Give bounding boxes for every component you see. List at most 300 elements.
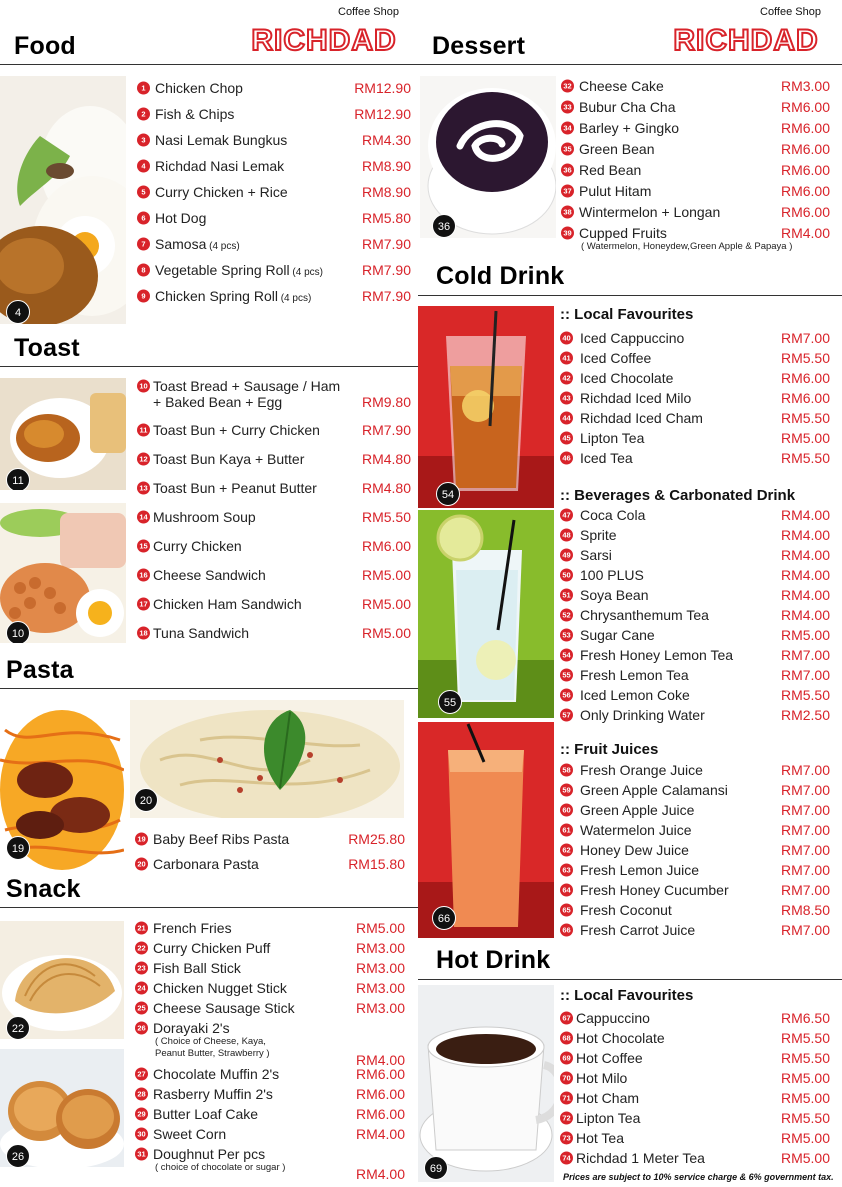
item-number-badge: 28: [135, 1088, 148, 1101]
item-name: Fresh Carrot Juice: [580, 922, 696, 938]
item-number-badge: 55: [560, 669, 573, 682]
item-name: Fish & Chips: [155, 106, 235, 122]
item-name: Lipton Tea: [576, 1110, 641, 1126]
photo-badge: 20: [134, 788, 158, 812]
photo-badge: 55: [438, 690, 462, 714]
item-price: RM7.00: [780, 822, 830, 838]
item-number-badge: 14: [137, 511, 150, 524]
item-number-badge: 51: [560, 589, 573, 602]
item-price: RM7.00: [780, 922, 830, 938]
item-price: RM8.90: [361, 184, 411, 200]
item-number-badge: 62: [560, 844, 573, 857]
item-number-badge: 31: [135, 1148, 148, 1161]
menu-item: [560, 760, 830, 780]
item-number-badge: 12: [137, 453, 150, 466]
item-number-badge: 70: [560, 1072, 573, 1085]
item-price: RM3.00: [355, 1000, 405, 1016]
menu-item: [560, 880, 830, 900]
item-number-badge: 18: [137, 627, 150, 640]
menu-item: [137, 623, 411, 643]
item-quantity: (4 pcs): [289, 267, 323, 278]
item-price: RM4.80: [361, 451, 411, 467]
menu-item: [135, 1104, 405, 1124]
item-name: Chicken Ham Sandwich: [153, 596, 302, 612]
juice-photo: [418, 722, 554, 938]
item-name: Doughnut Per pcs: [153, 1146, 266, 1162]
divider: [0, 907, 418, 908]
item-price: RM6.00: [780, 162, 830, 178]
item-price: RM4.00: [355, 1166, 405, 1182]
item-price: RM4.00: [780, 527, 830, 543]
menu-item: [135, 1064, 405, 1084]
item-price: RM6.00: [780, 141, 830, 157]
item-price: RM7.00: [780, 762, 830, 778]
divider: [0, 688, 418, 689]
menu-item: [560, 860, 830, 880]
menu-item: [137, 130, 411, 150]
item-number-badge: 65: [560, 904, 573, 917]
item-price: RM5.00: [780, 627, 830, 643]
item-price: RM7.00: [780, 842, 830, 858]
item-number-badge: 73: [560, 1132, 573, 1145]
item-number-badge: 21: [135, 922, 148, 935]
menu-item: [560, 840, 830, 860]
item-name: Chicken Nugget Stick: [153, 980, 287, 996]
item-name: Fresh Lemon Juice: [580, 862, 700, 878]
item-price: RM3.00: [780, 78, 830, 94]
item-name: Rasberry Muffin 2's: [153, 1086, 273, 1102]
item-number-badge: 27: [135, 1068, 148, 1081]
item-note: ( Watermelon, Honeydew,Green Apple & Papaya ): [581, 241, 793, 252]
section-title-snack: Snack: [6, 875, 81, 903]
item-name: Baby Beef Ribs Pasta: [153, 831, 290, 847]
item-name: Hot Milo: [576, 1070, 628, 1086]
item-number-badge: 35: [561, 143, 574, 156]
item-number-badge: 39: [561, 227, 574, 240]
item-number-badge: 3: [137, 134, 150, 147]
photo-badge: 26: [6, 1144, 30, 1167]
menu-item: [560, 1048, 830, 1068]
item-name: Wintermelon + Longan: [579, 204, 721, 220]
item-price: RM7.00: [780, 802, 830, 818]
menu-item: [137, 286, 411, 306]
item-quantity: (4 pcs): [206, 241, 240, 252]
menu-item: [137, 420, 411, 440]
photo-badge: 36: [432, 214, 456, 238]
divider: [418, 295, 842, 296]
item-name: Cheese Sandwich: [153, 567, 266, 583]
menu-item: [135, 958, 405, 978]
menu-item: [560, 525, 830, 545]
item-price: RM6.00: [780, 370, 830, 386]
dessert-photo: [420, 76, 556, 238]
menu-item: [135, 829, 405, 849]
item-number-badge: 69: [560, 1052, 573, 1065]
item-name: Sarsi: [580, 547, 612, 563]
item-name: Hot Chocolate: [576, 1030, 665, 1046]
item-name: Green Apple Calamansi: [580, 782, 728, 798]
item-name: Fresh Honey Lemon Tea: [580, 647, 734, 663]
item-number-badge: 57: [560, 709, 573, 722]
item-name: Chicken Spring Roll (4 pcs): [155, 288, 312, 304]
item-price: RM6.00: [780, 99, 830, 115]
item-note: ( Choice of Cheese, Kaya,: [155, 1036, 266, 1047]
cold-juices-header: :: Fruit Juices: [560, 741, 659, 758]
item-price: RM6.00: [361, 538, 411, 554]
item-number-badge: 48: [560, 529, 573, 542]
item-name: Sugar Cane: [580, 627, 655, 643]
beef-ribs-pasta-photo: [0, 700, 124, 871]
menu-item: [560, 665, 830, 685]
item-price: RM15.80: [348, 856, 405, 872]
curry-puff-photo: [0, 921, 124, 1039]
item-name: Honey Dew Juice: [580, 842, 689, 858]
item-quantity: (4 pcs): [277, 293, 312, 304]
item-name: Richdad Nasi Lemak: [155, 158, 285, 174]
item-name: Fish Ball Stick: [153, 960, 241, 976]
menu-item: [560, 368, 830, 388]
item-name: Hot Dog: [155, 210, 207, 226]
item-name: Samosa (4 pcs): [155, 236, 240, 252]
menu-item: [137, 104, 411, 124]
item-price: RM5.50: [780, 350, 830, 366]
menu-item: [560, 545, 830, 565]
section-title-pasta: Pasta: [6, 656, 74, 684]
item-name: Curry Chicken Puff: [153, 940, 271, 956]
item-price: RM5.00: [361, 567, 411, 583]
item-name: Iced Lemon Coke: [580, 687, 690, 703]
menu-item: [560, 328, 830, 348]
photo-badge: 4: [6, 300, 30, 324]
carbonara-photo: [130, 700, 404, 818]
menu-item: [560, 780, 830, 800]
svg-text:RICHDAD: RICHDAD: [251, 24, 397, 56]
menu-item: [135, 1144, 405, 1164]
menu-item: [560, 565, 830, 585]
item-name: Toast Bun + Curry Chicken: [153, 422, 320, 438]
item-price: RM2.50: [780, 707, 830, 723]
item-number-badge: 8: [137, 264, 150, 277]
item-name: Toast Bun Kaya + Butter: [153, 451, 305, 467]
menu-item: [560, 625, 830, 645]
item-price: RM6.00: [780, 204, 830, 220]
item-name: Bubur Cha Cha: [579, 99, 676, 115]
item-number-badge: 47: [560, 509, 573, 522]
item-price: RM5.00: [780, 1150, 830, 1166]
item-price: RM7.00: [780, 782, 830, 798]
item-price: RM7.00: [780, 882, 830, 898]
item-name: Green Bean: [579, 141, 655, 157]
item-number-badge: 15: [137, 540, 150, 553]
item-number-badge: 45: [560, 432, 573, 445]
item-number-badge: 32: [561, 80, 574, 93]
item-number-badge: 43: [560, 392, 573, 405]
item-name: Cheese Sausage Stick: [153, 1000, 295, 1016]
item-price: RM7.90: [361, 422, 411, 438]
item-name: Curry Chicken + Rice: [155, 184, 288, 200]
item-number-badge: 56: [560, 689, 573, 702]
item-price: RM8.90: [361, 158, 411, 174]
item-number-badge: 30: [135, 1128, 148, 1141]
item-price: RM7.90: [361, 262, 411, 278]
menu-item: [560, 505, 830, 525]
photo-badge: 66: [432, 906, 456, 930]
menu-item: [561, 202, 830, 222]
list-header: :: Local Favourites: [560, 306, 694, 323]
menu-item: [560, 448, 830, 468]
item-number-badge: 10: [137, 380, 150, 393]
item-price: RM4.00: [780, 587, 830, 603]
item-price: RM5.50: [780, 450, 830, 466]
divider: [0, 64, 418, 65]
menu-item: [561, 223, 830, 243]
item-name: Richdad 1 Meter Tea: [576, 1150, 705, 1166]
breakfast-photo: [0, 503, 126, 643]
menu-item: [560, 428, 830, 448]
photo-badge: 19: [6, 836, 30, 860]
divider: [418, 979, 842, 980]
item-number-badge: 54: [560, 649, 573, 662]
item-price: RM4.00: [780, 567, 830, 583]
item-price: RM5.00: [780, 1130, 830, 1146]
menu-item: [561, 97, 830, 117]
item-name: Fresh Honey Cucumber: [580, 882, 729, 898]
item-price: RM5.80: [361, 210, 411, 226]
menu-item: [560, 1008, 830, 1028]
item-price: RM5.00: [355, 920, 405, 936]
item-price: RM6.00: [780, 183, 830, 199]
lemon-drink-photo: [418, 510, 554, 718]
section-title-food: Food: [14, 32, 76, 60]
item-number-badge: 61: [560, 824, 573, 837]
item-number-badge: 7: [137, 238, 150, 251]
menu-item: [560, 388, 830, 408]
item-price: RM4.00: [780, 225, 830, 241]
item-number-badge: 58: [560, 764, 573, 777]
item-number-badge: 22: [135, 942, 148, 955]
item-number-badge: 25: [135, 1002, 148, 1015]
item-number-badge: 29: [135, 1108, 148, 1121]
item-price: RM5.00: [361, 625, 411, 641]
menu-item: [560, 1108, 830, 1128]
item-name: Green Apple Juice: [580, 802, 695, 818]
item-number-badge: 50: [560, 569, 573, 582]
item-price: RM4.30: [361, 132, 411, 148]
richdad-logo: [658, 22, 834, 56]
menu-item: [137, 507, 411, 527]
item-price: RM5.00: [361, 596, 411, 612]
item-price: RM7.00: [780, 862, 830, 878]
item-name: Vegetable Spring Roll (4 pcs): [155, 262, 323, 278]
item-price: RM25.80: [348, 831, 405, 847]
menu-item: [135, 1084, 405, 1104]
item-number-badge: 63: [560, 864, 573, 877]
menu-item: [137, 565, 411, 585]
item-name: Watermelon Juice: [580, 822, 692, 838]
menu-item: [561, 76, 830, 96]
item-price: RM5.50: [780, 687, 830, 703]
item-price: RM5.00: [780, 1090, 830, 1106]
menu-item: [560, 408, 830, 428]
divider: [0, 366, 418, 367]
item-price: RM6.00: [780, 390, 830, 406]
item-price: RM9.80: [361, 394, 411, 410]
menu-item: [561, 139, 830, 159]
item-number-badge: 40: [560, 332, 573, 345]
item-name: Mushroom Soup: [153, 509, 256, 525]
item-name: Coca Cola: [580, 507, 646, 523]
photo-badge: 54: [436, 482, 460, 506]
item-name: Pulut Hitam: [579, 183, 652, 199]
item-name: Hot Tea: [576, 1130, 624, 1146]
menu-item: [560, 585, 830, 605]
item-name: Hot Coffee: [576, 1050, 643, 1066]
item-number-badge: 59: [560, 784, 573, 797]
item-price: RM7.00: [780, 647, 830, 663]
item-price: RM4.00: [780, 507, 830, 523]
item-price: RM5.00: [780, 430, 830, 446]
item-name: Sprite: [580, 527, 617, 543]
item-number-badge: 6: [137, 212, 150, 225]
menu-item: [137, 208, 411, 228]
item-name: Only Drinking Water: [580, 707, 705, 723]
item-number-badge: 44: [560, 412, 573, 425]
item-number-badge: 16: [137, 569, 150, 582]
menu-item: [135, 998, 405, 1018]
menu-item: [137, 156, 411, 176]
item-name: Nasi Lemak Bungkus: [155, 132, 288, 148]
section-title-toast: Toast: [14, 334, 80, 362]
item-name: Butter Loaf Cake: [153, 1106, 259, 1122]
photo-badge: 11: [6, 468, 30, 490]
menu-item: [137, 478, 411, 498]
coffee-shop-label: Coffee Shop: [760, 6, 821, 18]
item-price: RM7.00: [780, 667, 830, 683]
item-name: Lipton Tea: [580, 430, 645, 446]
item-name: Cheese Cake: [579, 78, 664, 94]
item-price: RM3.00: [355, 980, 405, 996]
item-name: Fresh Lemon Tea: [580, 667, 689, 683]
menu-item: [560, 605, 830, 625]
menu-item: [560, 645, 830, 665]
item-note: ( choice of chocolate or sugar ): [155, 1162, 286, 1173]
item-number-badge: 24: [135, 982, 148, 995]
item-number-badge: 23: [135, 962, 148, 975]
item-price: RM5.50: [780, 1050, 830, 1066]
menu-item-price-row: [135, 1164, 405, 1184]
menu-item-continued: [137, 392, 411, 412]
item-number-badge: 72: [560, 1112, 573, 1125]
item-note: Peanut Butter, Strawberry ): [155, 1048, 270, 1059]
item-name: 100 PLUS: [580, 567, 644, 583]
item-name: Iced Tea: [580, 450, 633, 466]
menu-item: [560, 685, 830, 705]
item-number-badge: 74: [560, 1152, 573, 1165]
menu-item: [137, 536, 411, 556]
item-number-badge: 33: [561, 101, 574, 114]
item-name: Sweet Corn: [153, 1126, 227, 1142]
item-number-badge: 13: [137, 482, 150, 495]
item-number-badge: 41: [560, 352, 573, 365]
section-title-cold-drink: Cold Drink: [436, 262, 565, 290]
menu-item: [137, 449, 411, 469]
item-price: RM5.50: [361, 509, 411, 525]
item-price: RM12.90: [354, 80, 411, 96]
menu-item: [561, 118, 830, 138]
item-number-badge: 64: [560, 884, 573, 897]
item-number-badge: 66: [560, 924, 573, 937]
section-title-dessert: Dessert: [432, 32, 526, 60]
item-name: Toast Bun + Peanut Butter: [153, 480, 317, 496]
item-name: Soya Bean: [580, 587, 649, 603]
item-number-badge: 71: [560, 1092, 573, 1105]
item-number-badge: 60: [560, 804, 573, 817]
item-name: Barley + Gingko: [579, 120, 679, 136]
item-name: Dorayaki 2's: [153, 1020, 230, 1036]
item-name: Toast Bread + Sausage / Ham: [153, 378, 341, 394]
item-name: Red Bean: [579, 162, 642, 178]
item-name: Iced Chocolate: [580, 370, 674, 386]
item-price: RM8.50: [780, 902, 830, 918]
menu-item: [560, 348, 830, 368]
item-name: Cappuccino: [576, 1010, 650, 1026]
item-number-badge: 53: [560, 629, 573, 642]
item-number-badge: 4: [137, 160, 150, 173]
photo-badge: 69: [424, 1156, 448, 1180]
coffee-shop-label: Coffee Shop: [338, 6, 399, 18]
item-number-badge: 42: [560, 372, 573, 385]
item-number-badge: 68: [560, 1032, 573, 1045]
item-name: French Fries: [153, 920, 232, 936]
item-number-badge: 49: [560, 549, 573, 562]
menu-item: [560, 800, 830, 820]
item-number-badge: 5: [137, 186, 150, 199]
item-price: RM7.90: [361, 288, 411, 304]
item-price: RM6.00: [355, 1086, 405, 1102]
item-price: RM7.90: [361, 236, 411, 252]
item-price: RM3.00: [355, 940, 405, 956]
item-number-badge: 2: [137, 108, 150, 121]
item-name: Curry Chicken: [153, 538, 242, 554]
item-name: Tuna Sandwich: [153, 625, 249, 641]
item-price: RM3.00: [355, 960, 405, 976]
menu-item: [560, 1028, 830, 1048]
item-name: Chrysanthemum Tea: [580, 607, 709, 623]
section-title-hot-drink: Hot Drink: [436, 946, 551, 974]
item-number-badge: 26: [135, 1022, 148, 1035]
photo-badge: 10: [6, 621, 30, 643]
menu-item: [560, 900, 830, 920]
item-number-badge: 1: [137, 82, 150, 95]
menu-item: [137, 234, 411, 254]
menu-item: [135, 938, 405, 958]
menu-item: [135, 918, 405, 938]
item-number-badge: 20: [135, 858, 148, 871]
menu-item: [560, 820, 830, 840]
item-number-badge: 34: [561, 122, 574, 135]
item-price: RM6.50: [780, 1010, 830, 1026]
item-price: RM5.00: [780, 1070, 830, 1086]
menu-item: [137, 594, 411, 614]
item-number-badge: 67: [560, 1012, 573, 1025]
item-name: Cupped Fruits: [579, 225, 667, 241]
footer-note: Prices are subject to 10% service charge & 6% government tax.: [563, 1172, 834, 1182]
item-number-badge: 37: [561, 185, 574, 198]
cold-beverages-header: :: Beverages & Carbonated Drink: [560, 487, 796, 504]
item-name: Hot Cham: [576, 1090, 640, 1106]
item-name: Fresh Coconut: [580, 902, 672, 918]
menu-item: [560, 705, 830, 725]
